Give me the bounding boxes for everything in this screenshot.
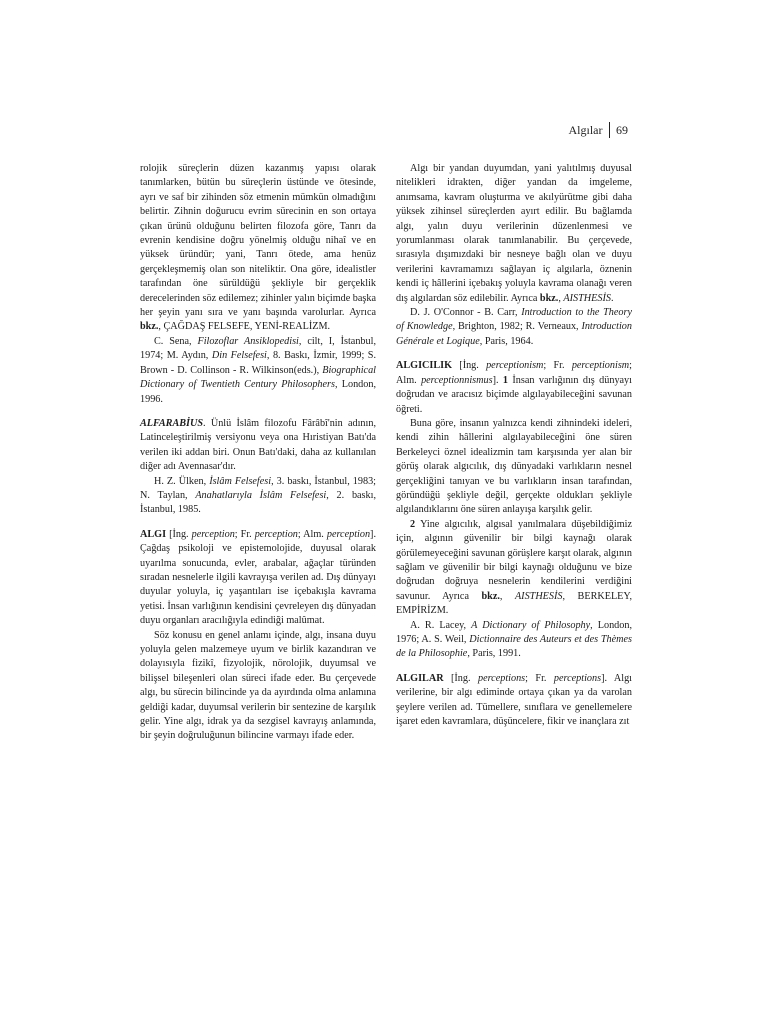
paragraph: rolojik süreçlerin düzen kazanmış yapısı olarak tanımlarken, bütün bu süreçlerin üstünde ve ötesinde, ayrı ve saf bir zihinden söz etmenin mümkün olmadığını belirtir. Zihnin doğurucu evrim sürecinin en son ortaya çıkan ürünü olduğunu belirten filozofa göre, Tanrı da evrenin kendisine doğru yönelmiş olduğu nihaî ve en yüksek üründür; yani, Tanrı ötede, ama henüz gerçekleşmemiş olan son niteliktir. Ona göre, idealistler tarafından öne sürüldüğü şekliyle bir gerçeklik derecelerinden söz edilemez; zihinler yalın biçimde başka her şeyin yanı sıra ve yanı başında varolurlar. Ayrıca bkz., ÇAĞDAŞ FELSEFE, YENİ-REALİZM.	[140, 163, 376, 333]
paragraph: C. Sena, Filozoflar Ansiklopedisi, cilt, I, İstanbul, 1974; M. Aydın, Din Felsefesi, 8. Baskı, İzmir, 1999; S. Brown - D. Collinson - R. Wilkinson(eds.), Biographical Dictionary of Twentieth Century Philosophers, London, 1996.	[140, 335, 377, 405]
running-head	[569, 122, 629, 138]
dictionary-entry: ALGICILIK [İng. perceptionism; Fr. perceptionism; Alm. perceptionnismus]. 1 İnsan varlığının dış dünyayı doğrudan ve aracısız biçimde algılayabileceğini savunan öğreti.	[396, 360, 632, 415]
paragraph: D. J. O'Connor - B. Carr, Introduction to the Theory of Knowledge, Brighton, 1982; R. Verneaux, Introduction Générale et Logique, Paris, 1964.	[396, 307, 632, 347]
paragraph: A. R. Lacey, A Dictionary of Philosophy, London, 1976; A. S. Weil, Dictionnaire des Auteurs et des Thèmes de la Philosophie, Paris, 1991.	[396, 619, 633, 660]
dictionary-entry: ALFARABİUS. Ünlü İslâm filozofu Fârâbî'nin adının, Latinceleştirilmiş versiyonu veya ona Hıristiyan Batı'da verilen iki addan biri. Onun Batı'daki, daha az kullanılan diğer adı Avennasar'dır.	[140, 417, 376, 473]
left-column	[140, 162, 376, 744]
paragraph: H. Z. Ülken, İslâm Felsefesi, 3. baskı, İstanbul, 1983; N. Taylan, Anahatlarıyla İslâm Felsefesi, 2. baskı, İstanbul, 1985.	[140, 475, 376, 516]
running-head-divider	[609, 122, 611, 138]
running-head-title: Algılar	[568, 122, 603, 137]
dictionary-entry: ALGILAR [İng. perceptions; Fr. perceptions]. Algı verilerine, bir algı ediminde ortaya çıkan ya da varolan şeylere verilen ad. Tümellere, sınıflara ve genellemelere işaret eden kavramlara, düşüncelere, fikir ve inançlara zıt	[396, 672, 632, 728]
paragraph: 2 Yine algıcılık, algısal yanılmalara düşebildiğimiz için, algının güvenilir bir bilgi kaynağı olarak görülemeyeceğini savunan görüşlere karşıt olarak, algının sağlam ve güvenilir bir bilgi kaynağı olduğunu ve bize doğrudan doğruya nesnelerin kendilerini verdiğini savunur. Ayrıca bkz., AISTHESİS, BERKELEY, EMPİRİZM.	[396, 518, 632, 617]
paragraph: Söz konusu en genel anlamı içinde, algı, insana duyu yoluyla gelen malzemeye uyum ve birlik kazandıran ve dolayısıyla fizikî, fizyolojik, nörolojik, duyumsal ve bilişsel bileşenleri olan süreci ifade eder. Bu çerçevede algı, bu sürecin bilincinde ya da ayırdında olma anlamına geldiği kadar, duyumsal verilerin bir sentezine de karşılık gelir. Yine algı, idrak ya da sezgisel kavrayış anlamında, bir şeyin doğruluğunun bilincine varmayı ifade eder.	[140, 629, 376, 742]
paragraph: Buna göre, insanın yalnızca kendi zihnindeki ideleri, kendi zihin hâllerini algılayabileceğini öne süren Berkeleyci öznel idealizmin tam karşısında yer alan bir görüş olarak algıcılık, dış dünyadaki varlıkların nesnel gerçekliğini tanıyan ve bu varlıkların insan tarafından, göründüğü şekliyle değil, gerçekte oldukları şekliyle algılandıklarını öne süren anlayışa karşılık gelir.	[396, 417, 632, 516]
right-column	[396, 162, 632, 729]
page-number: 69	[616, 122, 628, 137]
paragraph: Algı bir yandan duyumdan, yani yalıtılmış duyusal nitelikleri idrakten, diğer yandan da imgeleme, anımsama, kavram oluşturma ve akılyürütme gibi daha yüksek zihinsel süreçlerden ayırt edilir. Bu bağlamda algı, yalın duyu verilerinin düzenlenmesi ve yorumlanması olarak tanımlanabilir. Bu çerçevede, sırasıyla dışımızdaki bir nesneye bağlı olan ve duyu verilerini kavramamızı sağlayan iç algılarla, öznenin kendi iç hâllerini içebakış yoluyla kavrama olanağı veren dış algılardan söz edilebilir. Ayrıca bkz., AISTHESİS.	[396, 163, 632, 304]
dictionary-entry: ALGI [İng. perception; Fr. perception; Alm. perception]. Çağdaş psikoloji ve epistemolojide, duyusal olarak uyarılma sonucunda, evler, arabalar, ağaçlar türünden sıradan nesnelerle ilgili kavrayışa verilen ad. Dış dünyayı duyular yoluyla, iç yaşantıları ise içebakışla kavrama yetisi. İnsan varlığının kendisini çevreleyen dış dünyadan duyu organları aracılığıyla edindiği malûmat.	[140, 528, 376, 627]
